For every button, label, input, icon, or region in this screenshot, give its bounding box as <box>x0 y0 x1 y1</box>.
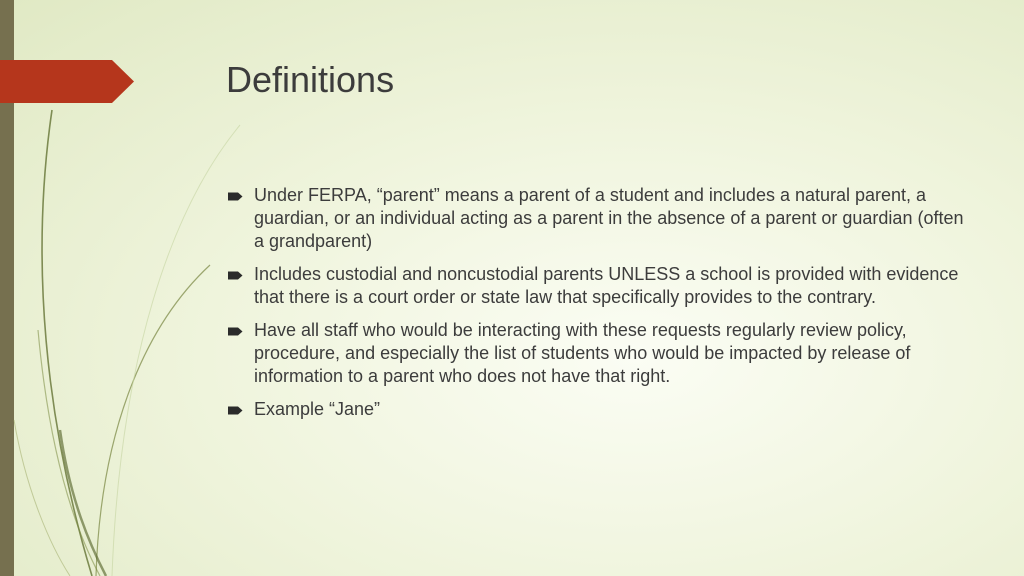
bullet-item <box>228 319 968 388</box>
bullet-item <box>228 184 968 253</box>
bullet-text: Have all staff who would be interacting with these requests regularly review policy, procedure, and especially the list of students who would be impacted by release of information to a parent who does not have that right. <box>254 320 911 386</box>
bullet-list <box>228 184 968 431</box>
slide-title: Definitions <box>226 59 395 100</box>
bullet-item <box>228 398 968 421</box>
bullet-text: Under FERPA, “parent” means a parent of a student and includes a natural parent, a guardian, or an individual acting as a parent in the absence of a parent or guardian (often a grandparent) <box>254 185 964 251</box>
arrow-bullet-icon <box>228 405 243 416</box>
title-accent-arrow <box>0 60 134 103</box>
bullet-text: Example “Jane” <box>254 399 381 419</box>
bullet-text: Includes custodial and noncustodial parents UNLESS a school is provided with evidence that there is a court order or state law that specifically provides to the contrary. <box>254 264 959 307</box>
arrow-bullet-icon <box>228 191 243 202</box>
arrow-bullet-icon <box>228 270 243 281</box>
arrow-bullet-icon <box>228 326 243 337</box>
bullet-item <box>228 263 968 309</box>
